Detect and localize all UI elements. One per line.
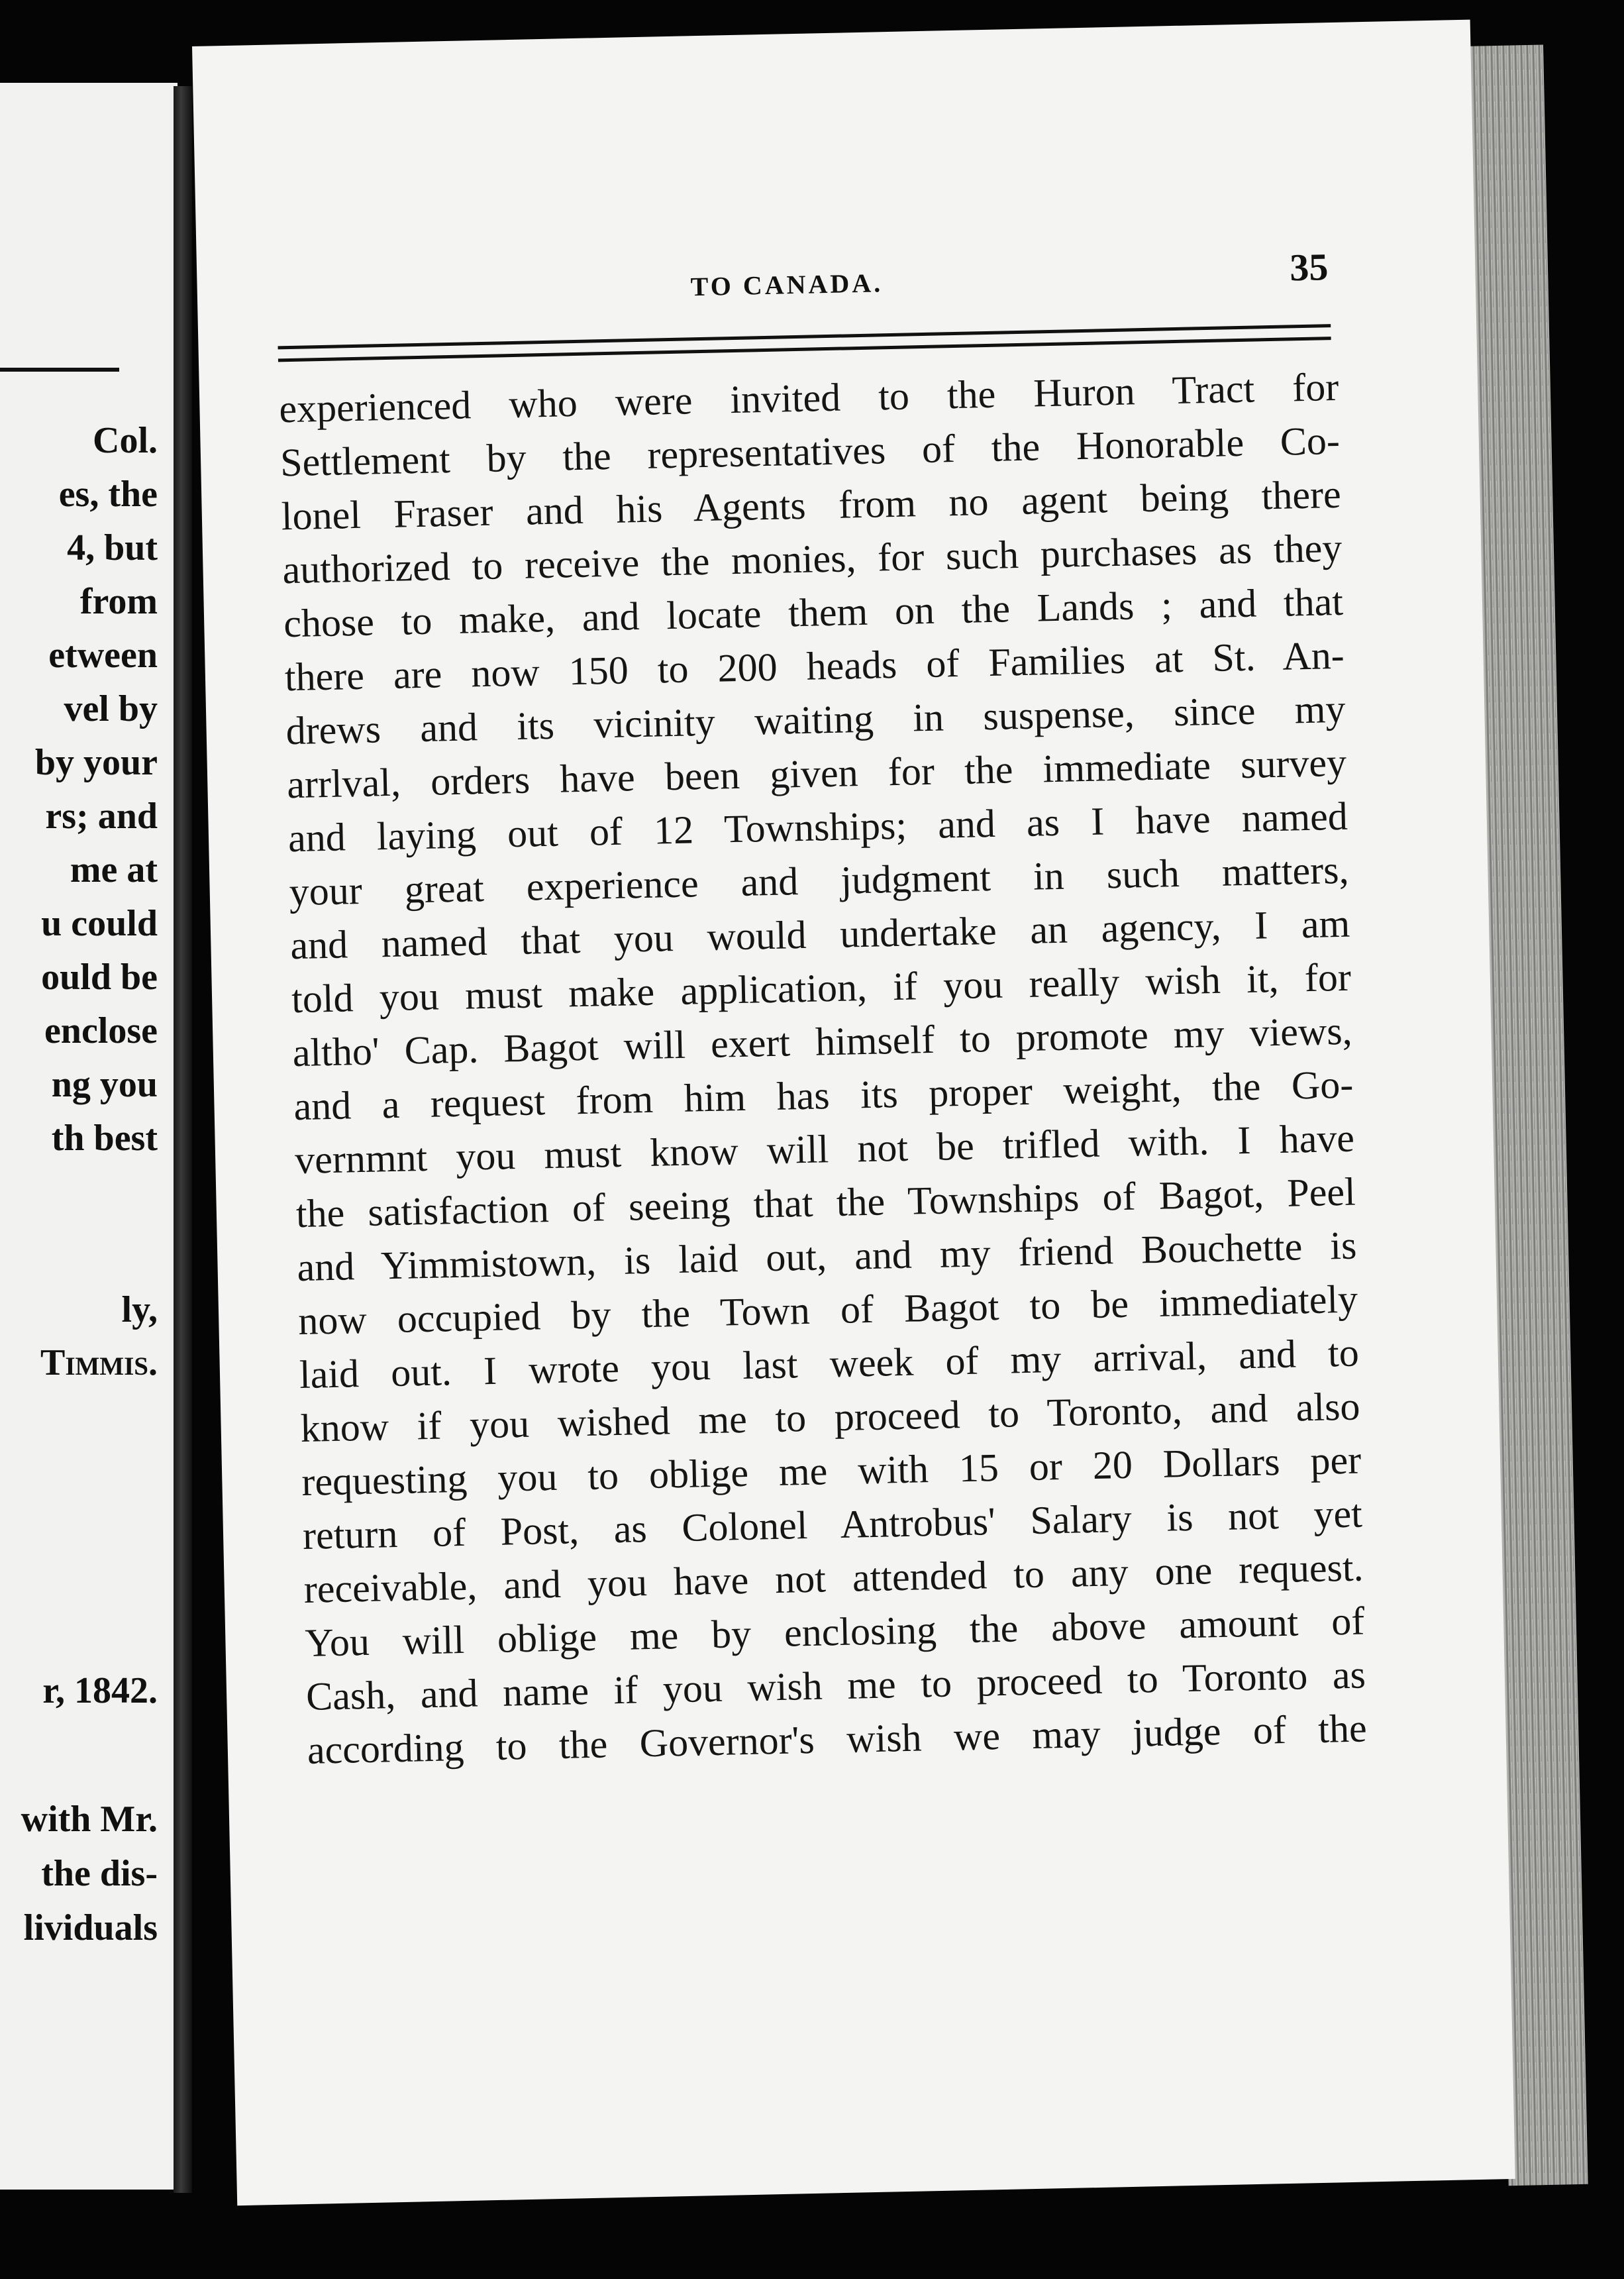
page-number: 35: [1289, 245, 1329, 290]
left-line: rs; and: [45, 796, 158, 837]
text-line: and named that you would undertake an agency, I am: [289, 901, 1350, 968]
left-line: with Mr.: [21, 1799, 158, 1840]
text-line: return of Post, as Colonel Antrobus' Salary is not yet: [302, 1491, 1363, 1558]
left-line: enclose: [44, 1010, 158, 1051]
text-line: altho' Cap. Bagot will exert himself to promote my views,: [292, 1008, 1353, 1075]
text-line: and laying out of 12 Townships; and as I have named: [287, 794, 1348, 861]
text-line: and Yimmistown, is laid out, and my friend Bouchette is: [296, 1223, 1357, 1290]
left-line: es, the: [58, 474, 158, 515]
book-gutter: [174, 86, 192, 2193]
left-line: etween: [48, 635, 158, 676]
text-line: the satisfaction of seeing that the Townships of Bagot, Peel: [295, 1169, 1356, 1236]
left-page-tail-text: [21, 1792, 158, 1955]
text-line: according to the Governor's wish we may judge of the: [307, 1706, 1368, 1772]
text-line: authorized to receive the monies, for such purchases as they: [281, 525, 1343, 592]
left-line: ng you: [51, 1064, 158, 1105]
left-line: vel by: [64, 688, 158, 729]
page-header: [197, 242, 1476, 321]
text-line: know if you wished me to proceed to Toronto, and also: [300, 1384, 1361, 1451]
text-line: arrlval, orders have been given for the immediate survey: [286, 740, 1347, 807]
text-line: chose to make, and locate them on the Lands ; and that: [283, 579, 1344, 646]
text-line: Settlement by the representatives of the Honorable Co-: [279, 418, 1341, 485]
text-line: lonel Fraser and his Agents from no agent being there: [281, 472, 1342, 539]
running-head: TO CANADA.: [690, 268, 884, 302]
left-line: u could: [41, 903, 158, 944]
text-line: requesting you to oblige me with 15 or 20 Dollars per: [301, 1438, 1362, 1505]
text-line: now occupied by the Town of Bagot to be immediately: [297, 1277, 1358, 1344]
text-line: You will oblige me by enclosing the above amount of: [304, 1599, 1365, 1665]
left-line: lividuals: [23, 1907, 158, 1948]
right-page: [192, 20, 1515, 2206]
left-page-text: [0, 414, 158, 1165]
left-header-rule: [0, 368, 119, 372]
text-line: laid out. I wrote you last week of my arrival, and to: [299, 1330, 1360, 1397]
left-line: ould be: [41, 957, 158, 998]
text-line: Cash, and name if you wish me to proceed to Toronto as: [305, 1652, 1366, 1719]
left-line: me at: [70, 849, 158, 890]
left-line: the dis-: [41, 1853, 158, 1894]
text-line: and a request from him has its proper weight, the Go-: [293, 1062, 1354, 1129]
text-line: your great experience and judgment in such matters,: [289, 847, 1350, 914]
left-closing: ly,: [121, 1289, 158, 1330]
text-line: drews and its vicinity waiting in suspense, since my: [285, 686, 1346, 753]
left-line: Col.: [93, 420, 158, 461]
header-double-rule: [278, 324, 1331, 362]
text-line: receivable, and you have not attended to any one request.: [303, 1545, 1364, 1611]
left-signature: Timmis.: [40, 1342, 158, 1383]
left-line: th best: [51, 1118, 158, 1159]
left-line: by your: [34, 742, 158, 783]
left-line: 4, but: [67, 527, 158, 568]
text-line: vernmnt you must know will not be trifled with. I have: [294, 1116, 1355, 1183]
body-text: [279, 360, 1368, 1777]
left-facing-page: [0, 83, 178, 2190]
left-date-fragment: r, 1842.: [42, 1670, 158, 1711]
text-line: there are now 150 to 200 heads of Families at St. An-: [284, 633, 1345, 700]
text-line: experienced who were invited to the Huron Tract for: [278, 364, 1339, 431]
text-line: told you must make application, if you really wish it, for: [291, 955, 1352, 1022]
left-line: from: [79, 581, 158, 622]
